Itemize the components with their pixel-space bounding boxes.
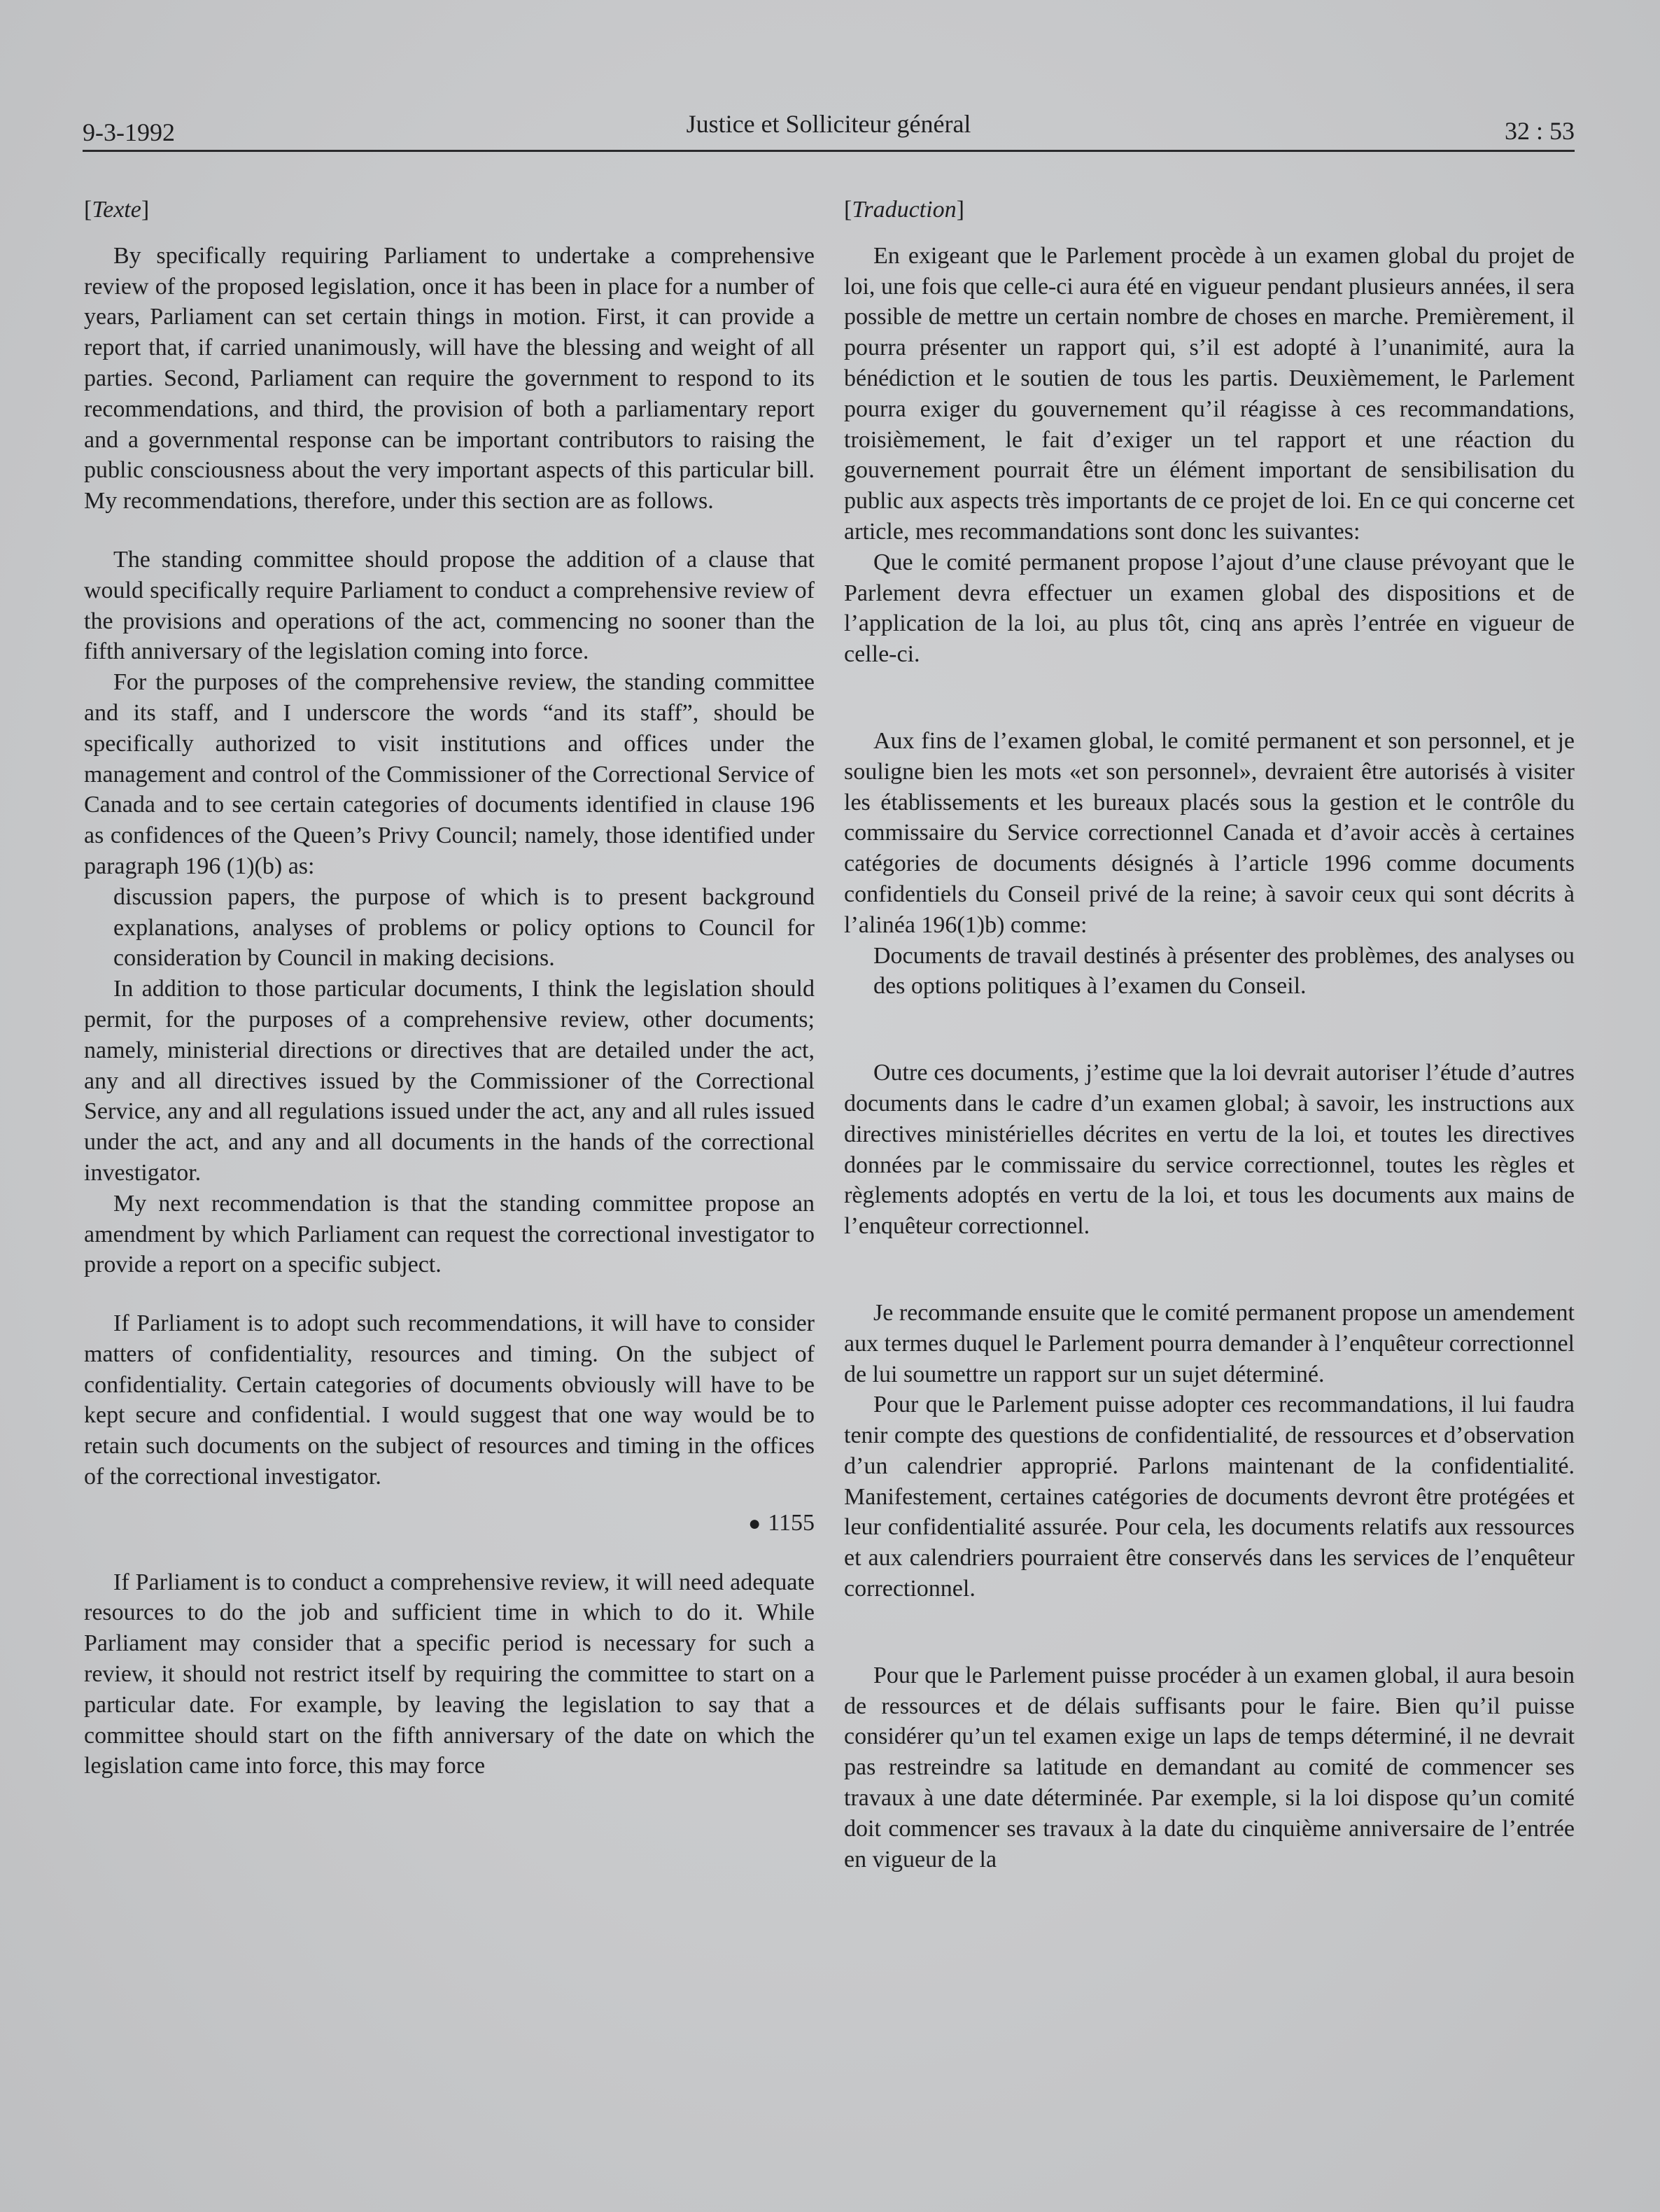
header-page-number: 32 : 53	[1504, 117, 1575, 145]
running-header	[83, 104, 1575, 152]
paragraph: My next recommendation is that the standing committee propose an amendment by which Parliament can request the correctional investigator to provide a report on a specific subject.	[84, 1190, 815, 1278]
paragraph: Pour que le Parlement puisse procéder à un examen global, il aura besoin de ressources et de délais suffisants pour le faire. Bien qu’il puisse considérer qu’un tel examen exige un laps de temps déterminé, il ne devrait pas restreindre sa latitude en demandant au comité de commencer ses travaux à une date déterminée. Par exemple, si la loi dispose qu’un comité doit commencer ses travaux à la date du cinquième anniversaire de l’entrée en vigueur de la	[844, 1662, 1575, 1872]
paragraph: Que le comité permanent propose l’ajout d’une clause prévoyant que le Parlement devra effectuer un examen global des dispositions et de l’application de la loi, au plus tôt, cinq ans après l’entrée en vigueur de celle-ci.	[844, 549, 1575, 668]
block-quote: discussion papers, the purpose of which is to present background explanations, analyses of problems or policy options to Council for consideration by Council in making decisions.	[113, 883, 815, 972]
time-marker: ● 1155	[748, 1509, 815, 1536]
paragraph: If Parliament is to conduct a comprehensive review, it will need adequate resources to do the job and sufficient time in which to do it. While Parliament may consider that a specific period is necessary for such a review, it should not restrict itself by requiring the committee to start on a particular date. For example, by leaving the legislation to say that a committee should start on the fifth anniversary of the date on which the legislation came into force, this may force	[84, 1569, 815, 1779]
paragraph: If Parliament is to adopt such recommendations, it will have to consider matters of confidentiality, resources and timing. On the subject of confidentiality. Certain categories of documents obviously will have to be kept secure and confidential. I would suggest that one way would be to retain such documents on the subject of resources and timing in the offices of the correctional investigator.	[84, 1310, 815, 1490]
paragraph: For the purposes of the comprehensive review, the standing committee and its staff, and I underscore the words “and its staff”, should be specifically authorized to visit institutions and offices under the management and control of the Commissioner of the Correctional Service of Canada and to see certain categories of documents identified in clause 196 as confidences of the Queen’s Privy Council; namely, those identified under paragraph 196 (1)(b) as:	[84, 669, 815, 879]
paragraph: Aux fins de l’examen global, le comité permanent et son personnel, et je souligne bien les mots «et son personnel», devraient être autorisés à visiter les établissements et les bureaux placés sous la gestion et le contrôle du commissaire du Service correctionnel Canada et d’avoir accès à certaines catégories de documents désignés à l’article 1996 comme documents confidentiels du Conseil privé de la reine; à savoir ceux qui sont décrits à l’alinéa 196(1)b) comme:	[844, 727, 1575, 938]
section-label-texte: [Texte]	[84, 197, 150, 223]
paragraph: By specifically requiring Parliament to undertake a comprehensive review of the proposed legislation, once it has been in place for a number of years, Parliament can set certain things in motion. First, it can provide a report that, if carried unanimously, will have the blessing and weight of all parties. Second, Parliament can require the government to respond to its recommendations, and third, the provision of both a parliamentary report and a governmental response can be important contributors to raising the public consciousness about the very important aspects of this particular bill. My recommendations, therefore, under this section are as follows.	[84, 242, 815, 514]
paragraph: In addition to those particular documents, I think the legislation should permit, for the purposes of a comprehensive review, other documents; namely, ministerial directions or directives that are detailed under the act, any and all directives issued by the Commissioner of the Correctional Service, any and all regulations issued under the act, any and all rules issued under the act, and any and all documents in the hands of the correctional investigator.	[84, 976, 815, 1186]
bullet-icon: ●	[748, 1511, 761, 1535]
french-column	[844, 195, 1575, 1875]
english-column	[84, 195, 815, 1782]
header-title: Justice et Solliciteur général	[686, 110, 971, 138]
paragraph: The standing committee should propose the addition of a clause that would specifically require Parliament to conduct a comprehensive review of the provisions and operations of the act, commencing no sooner than the fifth anniversary of the legislation coming into force.	[84, 546, 815, 665]
header-date: 9-3-1992	[83, 118, 175, 146]
paragraph: Je recommande ensuite que le comité permanent propose un amendement aux termes duquel le Parlement pourra demander à l’enquêteur correctionnel de lui soumettre un rapport sur un sujet déterminé.	[844, 1299, 1575, 1387]
paragraph: En exigeant que le Parlement procède à un examen global du projet de loi, une fois que celle-ci aura été en vigueur pendant plusieurs années, il sera possible de mettre un certain nombre de choses en marche. Premièrement, il pourra présenter un rapport qui, s’il est adopté à l’unanimité, aura la bénédiction et le soutien de tous les partis. Deuxièmement, le Parlement pourra exiger du gouvernement qu’il réagisse à ces recommandations, troisièmement, le fait d’exiger un tel rapport et une réaction du gouvernement pourrait être un élément important de sensibilisation du public aux aspects très importants de ce projet de loi. En ce qui concerne cet article, mes recommandations sont donc les suivantes:	[844, 242, 1575, 545]
block-quote: Documents de travail destinés à présenter des problèmes, des analyses ou des options politiques à l’examen du Conseil.	[873, 942, 1575, 1000]
paragraph: Pour que le Parlement puisse adopter ces recommandations, il lui faudra tenir compte des questions de confidentialité, de ressources et d’observation d’un calendrier approprié. Parlons maintenant de la confidentialité. Manifestement, certaines catégories de documents devront être protégées et leur confidentialité assurée. Pour cela, les documents relatifs aux ressources et aux calendriers pourraient être conservés dans les services de l’enquêteur correctionnel.	[844, 1392, 1575, 1602]
section-label-traduction: [Traduction]	[844, 197, 964, 223]
paragraph: Outre ces documents, j’estime que la loi devrait autoriser l’étude d’autres documents dans le cadre d’un examen global; à savoir, les instructions aux directives ministérielles décrites en vertu de la loi, et toutes les directives données par le commissaire du service correctionnel, toutes les règles et règlements adoptés en vertu de la loi, et tous les documents aux mains de l’enquêteur correctionnel.	[844, 1060, 1575, 1240]
